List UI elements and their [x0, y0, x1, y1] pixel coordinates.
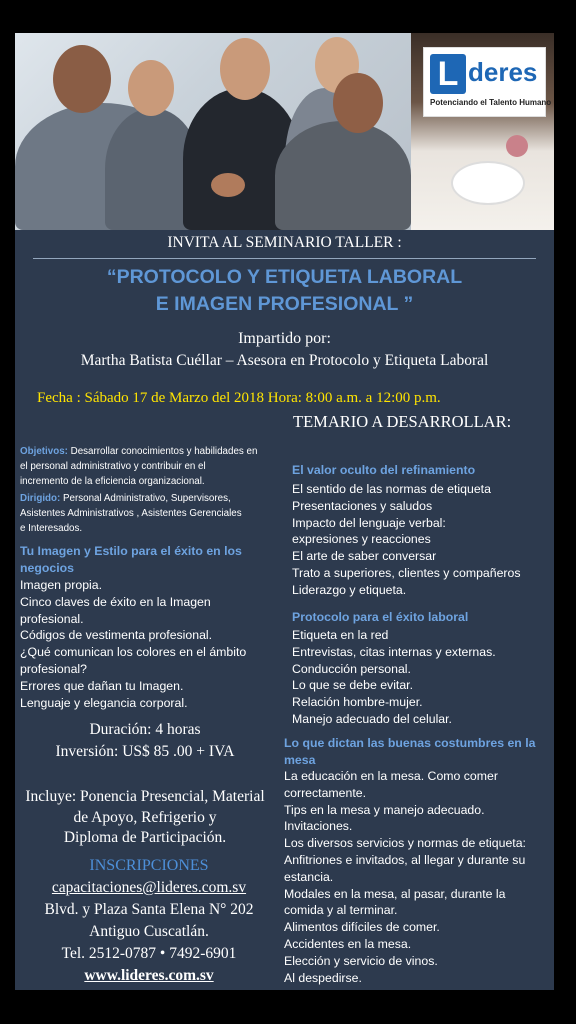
impartido-label: Impartido por: — [238, 330, 331, 347]
list-item: Accidentes en la mesa. — [284, 936, 412, 951]
list-item: Modales en la mesa, al pasar, durante la — [284, 886, 506, 901]
refinamiento-heading: El valor oculto del refinamiento — [292, 463, 476, 477]
list-item: comida y al terminar. — [284, 903, 398, 918]
divider — [33, 258, 536, 259]
list-item: Lenguaje y elegancia corporal. — [20, 695, 188, 710]
list-item: Trato a superiores, clientes y compañeros — [292, 565, 521, 580]
list-item: Invitaciones. — [284, 819, 353, 834]
date-line: Fecha : Sábado 17 de Marzo del 2018 Hora: 8:00 a.m. a 12:00 p.m. — [37, 390, 441, 406]
phone-line: Tel. 2512-0787 • 7492-6901 — [61, 945, 237, 962]
list-item: Anfitriones e invitados, al llegar y durante su — [284, 852, 526, 867]
email-link[interactable]: capacitaciones@lideres.com.sv — [51, 879, 247, 896]
list-item: Códigos de vestimenta profesional. — [20, 628, 213, 643]
inversion: Inversión: US$ 85 .00 + IVA — [55, 743, 235, 760]
list-item: Relación hombre-mujer. — [292, 695, 423, 710]
dirigido-block: Dirigido: Personal Administrativo, Supervisores, Asistentes Administrativos , Asistentes Gerenciales e Interesados. — [20, 493, 242, 534]
handshake-photo — [15, 33, 411, 230]
list-item: Impacto del lenguaje verbal: — [292, 515, 446, 530]
speaker-line: Martha Batista Cuéllar – Asesora en Protocolo y Etiqueta Laboral — [80, 352, 489, 369]
list-item: El sentido de las normas de etiqueta — [292, 482, 491, 496]
list-item: Cinco claves de éxito en la Imagen — [20, 594, 211, 609]
protocolo-list — [292, 627, 496, 728]
list-item: Alimentos difíciles de comer. — [284, 920, 440, 935]
list-item: Imagen propia. — [20, 578, 103, 592]
list-item: profesional. — [20, 611, 84, 626]
seminar-title-line1: “PROTOCOLO Y ETIQUETA LABORAL — [106, 266, 463, 288]
list-item: Conducción personal. — [292, 661, 411, 676]
refinamiento-list — [292, 481, 521, 599]
list-item: El arte de saber conversar — [292, 549, 437, 564]
list-item: ¿Qué comunican los colores en el ámbito — [20, 645, 247, 660]
duracion: Duración: 4 horas — [89, 721, 201, 738]
dining-photo — [411, 33, 554, 230]
website-link[interactable]: www.lideres.com.sv — [84, 967, 214, 984]
list-item: correctamente. — [284, 785, 367, 800]
incluye-block: Incluye: Ponencia Presencial, Material de Apoyo, Refrigerio y Diploma de Participación. — [25, 788, 265, 846]
costumbres-list — [284, 768, 526, 986]
list-item: estancia. — [284, 869, 334, 884]
list-item: La educación en la mesa. Como comer — [284, 769, 498, 783]
list-item: profesional? — [20, 661, 87, 676]
list-item: Tips en la mesa y manejo adecuado. — [284, 802, 485, 817]
list-item: Los diversos servicios y normas de etiqueta: — [284, 836, 526, 851]
objetivos-block: Objetivos: Desarrollar conocimientos y habilidades en el personal administrativo y contribuir en el incremento de la eficiencia organizacional. — [20, 446, 258, 487]
list-item: Entrevistas, citas internas y externas. — [292, 644, 496, 659]
flyer-card — [15, 33, 554, 990]
list-item: Liderazgo y etiqueta. — [292, 582, 407, 597]
list-item: Lo que se debe evitar. — [292, 678, 414, 693]
lideres-logo: L deres Potenciando el Talento Humano — [423, 47, 546, 117]
list-item: Etiqueta en la red — [292, 628, 389, 642]
imagen-heading: Tu Imagen y Estilo para el éxito en los negocios — [20, 544, 242, 575]
seminar-title-line2: E IMAGEN PROFESIONAL ” — [155, 293, 414, 315]
list-item: Al despedirse. — [284, 970, 362, 985]
costumbres-heading: Lo que dictan las buenas costumbres en la mesa — [284, 736, 536, 767]
address-line2: Antiguo Cuscatlán. — [89, 923, 209, 940]
address-line1: Blvd. y Plaza Santa Elena N° 202 — [44, 901, 254, 918]
list-item: Elección y servicio de vinos. — [284, 953, 438, 968]
list-item: Presentaciones y saludos — [292, 498, 433, 513]
inscripciones-heading: INSCRIPCIONES — [89, 857, 209, 874]
list-item: Manejo adecuado del celular. — [292, 711, 452, 726]
list-item: expresiones y reacciones — [292, 532, 431, 547]
imagen-list — [20, 577, 246, 711]
invite-line: INVITA AL SEMINARIO TALLER : — [167, 234, 402, 251]
list-item: Errores que dañan tu Imagen. — [20, 678, 184, 693]
temario-heading: TEMARIO A DESARROLLAR: — [293, 412, 512, 431]
protocolo-heading: Protocolo para el éxito laboral — [292, 610, 469, 624]
